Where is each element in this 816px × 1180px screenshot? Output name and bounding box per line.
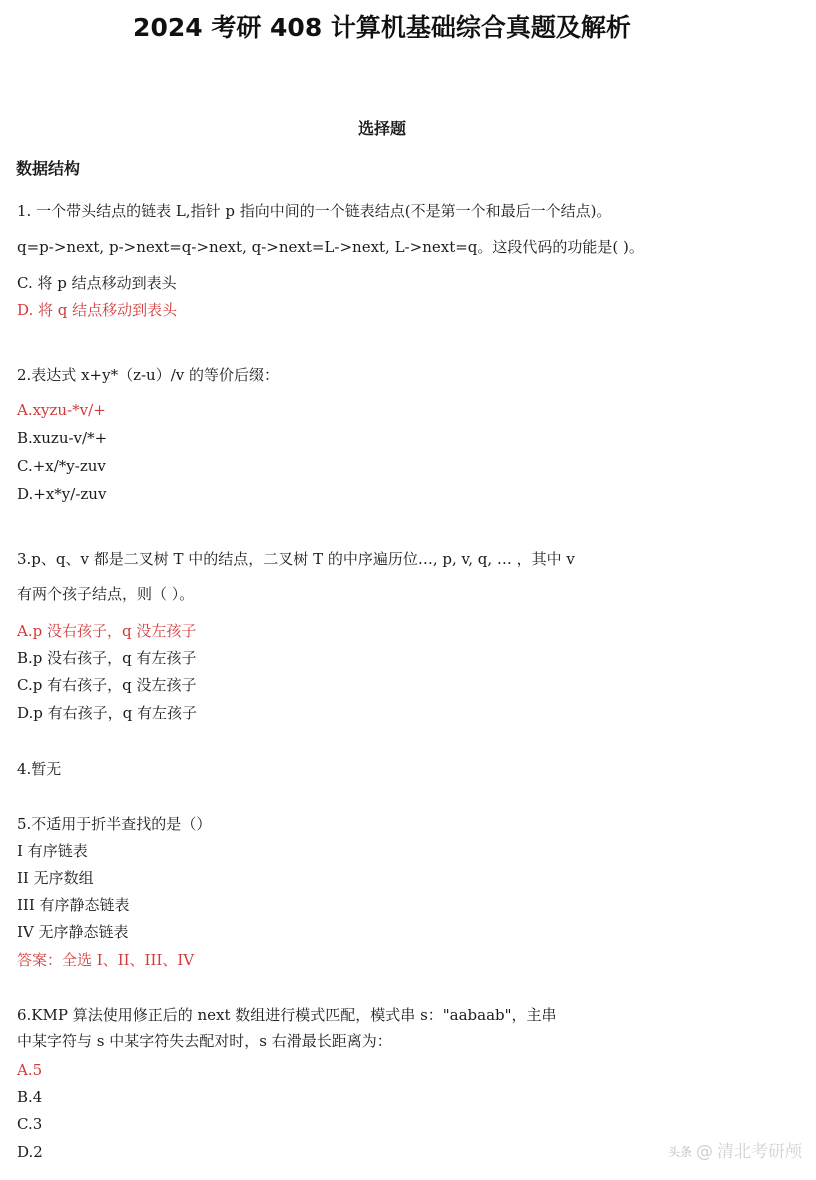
document-title: 2024 考研 408 计算机基础综合真题及解析 — [133, 13, 631, 42]
watermark — [668, 1140, 802, 1164]
question-6-option-d: D.2 — [17, 1143, 43, 1161]
question-1-stem: 1. 一个带头结点的链表 L,指针 p 指向中间的一个链表结点(不是第一个和最后一个结点)。 — [17, 202, 612, 220]
question-3-option-d: D.p 有右孩子，q 有左孩子 — [17, 704, 198, 722]
question-3-option-b: B.p 没右孩子，q 有左孩子 — [17, 649, 197, 667]
question-5-item-4: IV 无序静态链表 — [17, 923, 129, 941]
question-1-code: q=p->next, p->next=q->next, q->next=L->next, L->next=q。这段代码的功能是( )。 — [17, 238, 644, 256]
question-2-option-a-answer: A.xyzu-*v/+ — [17, 401, 106, 419]
subsection-title: 数据结构 — [16, 159, 81, 178]
question-4-stem: 4.暂无 — [17, 760, 62, 778]
watermark-logo: 头条 — [667, 1145, 692, 1159]
question-5-answer: 答案：全选 I、II、III、IV — [17, 951, 195, 969]
watermark-text: 清北考研颅 — [717, 1142, 802, 1162]
question-6-option-c: C.3 — [17, 1115, 43, 1133]
question-6-option-a-answer: A.5 — [17, 1061, 43, 1079]
question-5-item-1: I 有序链表 — [17, 842, 88, 860]
question-1-option-c: C. 将 p 结点移动到表头 — [17, 274, 177, 292]
watermark-at-symbol: @ — [696, 1142, 713, 1162]
question-3-stem-continued: 有两个孩子结点，则（ ）。 — [17, 585, 195, 603]
question-5-stem: 5.不适用于折半查找的是（） — [17, 815, 212, 833]
question-6-stem-continued: 中某字符与 s 中某字符失去配对时，s 右滑最长距离为： — [17, 1032, 392, 1050]
question-5-item-2: II 无序数组 — [17, 869, 94, 887]
question-3-stem: 3.p、q、v 都是二叉树 T 中的结点，二叉树 T 的中序遍历位…, p, v, q, … ，其中 v — [17, 550, 575, 568]
question-2-option-b: B.xuzu-v/*+ — [17, 429, 108, 447]
question-3-option-a-answer: A.p 没右孩子，q 没左孩子 — [17, 622, 197, 640]
question-3-option-c: C.p 有右孩子，q 没左孩子 — [17, 676, 197, 694]
question-2-option-c: C.+x/*y-zuv — [17, 457, 106, 475]
section-title: 选择题 — [357, 119, 406, 138]
question-5-item-3: III 有序静态链表 — [17, 896, 130, 914]
question-6-option-b: B.4 — [17, 1088, 43, 1106]
question-6-stem: 6.KMP 算法使用修正后的 next 数组进行模式匹配，模式串 s："aabaab"，主串 — [17, 1006, 557, 1024]
question-2-option-d: D.+x*y/-zuv — [17, 485, 107, 503]
question-1-option-d-answer: D. 将 q 结点移动到表头 — [17, 301, 178, 319]
question-2-stem: 2.表达式 x+y*（z-u）/v 的等价后缀： — [17, 366, 280, 384]
